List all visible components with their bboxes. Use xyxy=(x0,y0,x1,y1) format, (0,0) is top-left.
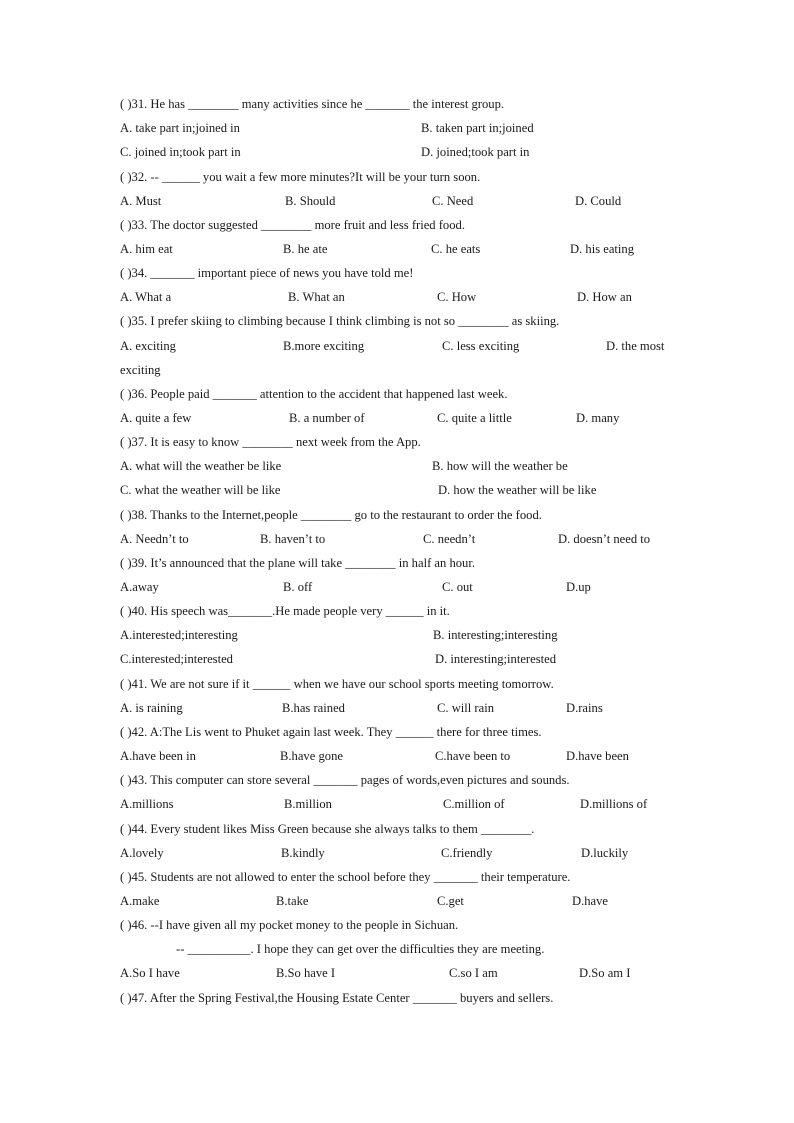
option-row xyxy=(0,699,794,717)
option-b: B. off xyxy=(283,580,313,594)
option-d: D. the most xyxy=(606,339,665,353)
option-a: A. what will the weather be like xyxy=(120,459,282,473)
option-b: B. What an xyxy=(288,290,345,304)
option-c: C. out xyxy=(442,580,473,594)
question-39-stem: ( )39. It’s announced that the plane will take ________ in half an hour. xyxy=(120,556,475,570)
question-46-reply: -- __________. I hope they can get over the difficulties they are meeting. xyxy=(176,942,545,956)
option-b: B. how will the weather be xyxy=(432,459,568,473)
question-stem xyxy=(0,433,794,451)
option-d-wrap: exciting xyxy=(120,363,161,377)
option-d: D. many xyxy=(576,411,620,425)
question-stem xyxy=(0,675,794,693)
question-stem xyxy=(0,95,794,113)
question-stem xyxy=(0,989,794,1007)
question-40-stem: ( )40. His speech was_______.He made people very ______ in it. xyxy=(120,604,450,618)
option-c: C. quite a little xyxy=(437,411,512,425)
option-a: A.away xyxy=(120,580,159,594)
option-d: D.millions of xyxy=(580,797,648,811)
question-stem xyxy=(0,312,794,330)
question-41-stem: ( )41. We are not sure if it ______ when we have our school sports meeting tomorrow. xyxy=(120,677,554,691)
question-stem xyxy=(0,554,794,572)
option-row xyxy=(0,457,794,475)
option-a: A. is raining xyxy=(120,701,183,715)
question-35-stem: ( )35. I prefer skiing to climbing because I think climbing is not so ________ as skiing. xyxy=(120,314,560,328)
option-d: D. how the weather will be like xyxy=(438,483,597,497)
option-b: B.So have I xyxy=(276,966,336,980)
option-a: A.So I have xyxy=(120,966,180,980)
option-c: C. Need xyxy=(432,194,474,208)
question-stem xyxy=(0,385,794,403)
option-row xyxy=(0,650,794,668)
option-row xyxy=(0,119,794,137)
question-stem xyxy=(0,868,794,886)
question-stem xyxy=(0,916,794,934)
question-stem xyxy=(0,820,794,838)
option-a: A. quite a few xyxy=(120,411,192,425)
option-row xyxy=(0,530,794,548)
option-row xyxy=(0,626,794,644)
option-b: B. Should xyxy=(285,194,336,208)
option-row xyxy=(0,747,794,765)
option-row xyxy=(0,409,794,427)
option-a: A.interested;interesting xyxy=(120,628,238,642)
option-d: D. Could xyxy=(575,194,622,208)
option-row xyxy=(0,192,794,210)
question-36-stem: ( )36. People paid _______ attention to the accident that happened last week. xyxy=(120,387,508,401)
option-row xyxy=(0,795,794,813)
question-42-stem: ( )42. A:The Lis went to Phuket again last week. They ______ there for three times. xyxy=(120,725,542,739)
option-c: C. will rain xyxy=(437,701,495,715)
option-row xyxy=(0,143,794,161)
option-d: D. joined;took part in xyxy=(421,145,530,159)
option-c: C. joined in;took part in xyxy=(120,145,241,159)
option-d: D.So am I xyxy=(579,966,631,980)
option-d: D.up xyxy=(566,580,591,594)
question-stem xyxy=(0,506,794,524)
option-a: A.millions xyxy=(120,797,174,811)
option-c: C. less exciting xyxy=(442,339,520,353)
option-row xyxy=(0,844,794,862)
option-c: C. needn’t xyxy=(423,532,476,546)
option-c: C. How xyxy=(437,290,477,304)
question-stem xyxy=(0,264,794,282)
option-a: A.make xyxy=(120,894,160,908)
option-row xyxy=(0,240,794,258)
option-row xyxy=(0,578,794,596)
question-stem-continuation xyxy=(0,940,794,958)
option-d: D.have xyxy=(572,894,609,908)
question-31-stem: ( )31. He has ________ many activities since he _______ the interest group. xyxy=(120,97,505,111)
option-d: D.luckily xyxy=(581,846,629,860)
option-b: B.have gone xyxy=(280,749,343,763)
option-row xyxy=(0,892,794,910)
option-b: B. haven’t to xyxy=(260,532,326,546)
question-43-stem: ( )43. This computer can store several _______ pages of words,even pictures and sounds. xyxy=(120,773,570,787)
question-stem xyxy=(0,216,794,234)
option-a: A. Must xyxy=(120,194,162,208)
question-stem xyxy=(0,723,794,741)
option-b: B.has rained xyxy=(282,701,345,715)
option-b: B.kindly xyxy=(281,846,325,860)
option-row xyxy=(0,361,794,379)
option-c: C.million of xyxy=(443,797,505,811)
option-d: D. How an xyxy=(577,290,632,304)
option-c: C. he eats xyxy=(431,242,481,256)
question-stem xyxy=(0,602,794,620)
option-b: B. taken part in;joined xyxy=(421,121,534,135)
option-d: D.have been xyxy=(566,749,629,763)
option-row xyxy=(0,337,794,355)
option-a: A.have been in xyxy=(120,749,196,763)
option-row xyxy=(0,481,794,499)
option-a: A. him eat xyxy=(120,242,173,256)
option-b: B.more exciting xyxy=(283,339,365,353)
option-c: C.interested;interested xyxy=(120,652,233,666)
question-33-stem: ( )33. The doctor suggested ________ more fruit and less fried food. xyxy=(120,218,465,232)
option-d: D. his eating xyxy=(570,242,635,256)
question-38-stem: ( )38. Thanks to the Internet,people ________ go to the restaurant to order the food. xyxy=(120,508,542,522)
option-b: B. a number of xyxy=(289,411,365,425)
question-37-stem: ( )37. It is easy to know ________ next week from the App. xyxy=(120,435,421,449)
option-c: C.have been to xyxy=(435,749,511,763)
option-c: C.so I am xyxy=(449,966,498,980)
option-b: B.take xyxy=(276,894,309,908)
option-c: C. what the weather will be like xyxy=(120,483,281,497)
option-a: A. take part in;joined in xyxy=(120,121,240,135)
option-a: A. exciting xyxy=(120,339,176,353)
option-d: D.rains xyxy=(566,701,603,715)
option-b: B. he ate xyxy=(283,242,328,256)
option-c: C.friendly xyxy=(441,846,493,860)
option-row xyxy=(0,288,794,306)
question-44-stem: ( )44. Every student likes Miss Green because she always talks to them ________. xyxy=(120,822,535,836)
option-row xyxy=(0,964,794,982)
question-stem xyxy=(0,771,794,789)
question-32-stem: ( )32. -- ______ you wait a few more minutes?It will be your turn soon. xyxy=(120,170,481,184)
option-c: C.get xyxy=(437,894,464,908)
option-b: B. interesting;interesting xyxy=(433,628,558,642)
question-45-stem: ( )45. Students are not allowed to enter the school before they _______ their temperature. xyxy=(120,870,571,884)
option-b: B.million xyxy=(284,797,332,811)
option-d: D. doesn’t need to xyxy=(558,532,651,546)
question-47-stem: ( )47. After the Spring Festival,the Housing Estate Center _______ buyers and sellers. xyxy=(120,991,554,1005)
option-a: A. Needn’t to xyxy=(120,532,189,546)
question-34-stem: ( )34. _______ important piece of news you have told me! xyxy=(120,266,414,280)
option-a: A. What a xyxy=(120,290,172,304)
question-46-stem: ( )46. --I have given all my pocket money to the people in Sichuan. xyxy=(120,918,459,932)
question-stem xyxy=(0,168,794,186)
option-a: A.lovely xyxy=(120,846,164,860)
option-d: D. interesting;interested xyxy=(435,652,557,666)
